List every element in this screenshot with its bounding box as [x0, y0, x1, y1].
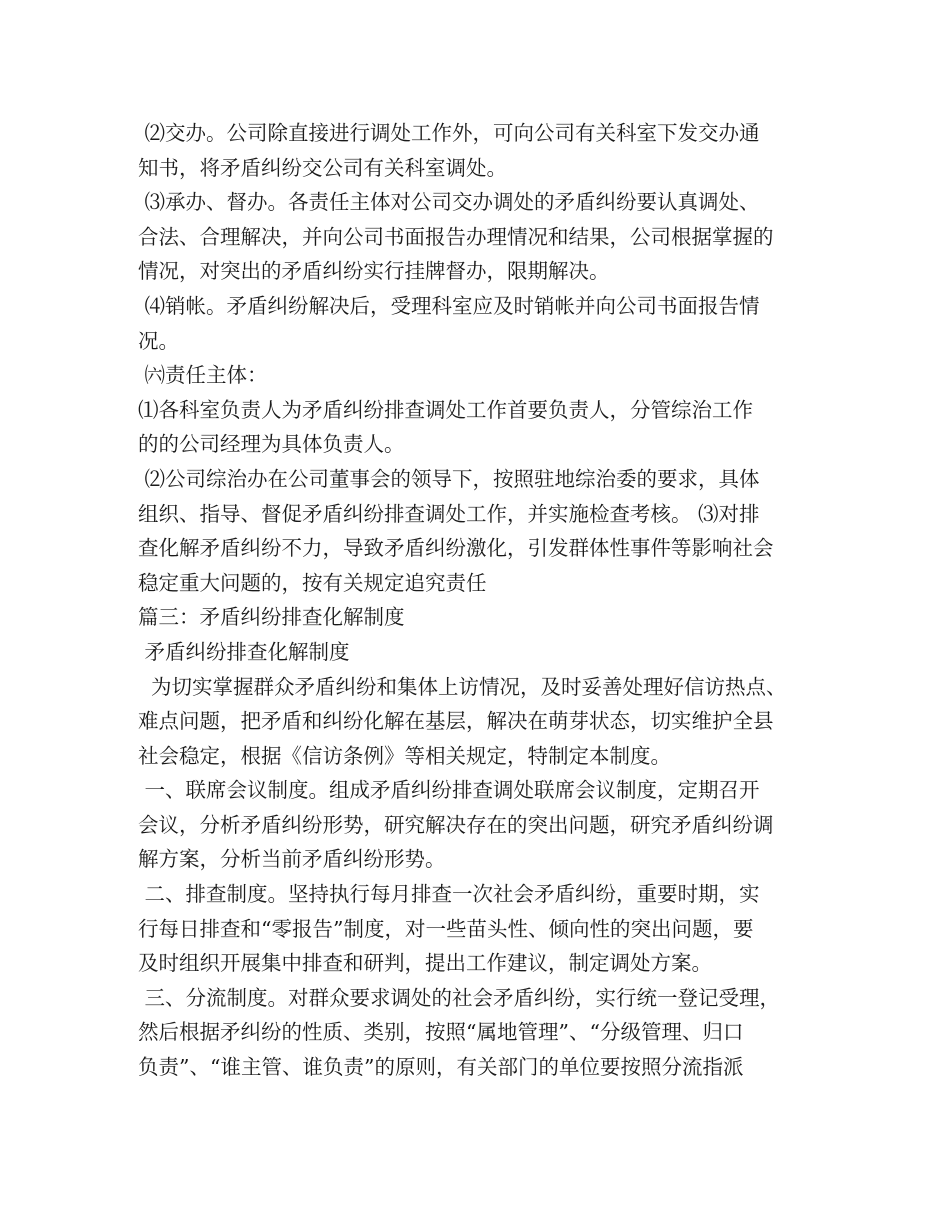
- text-line: 解方案，分析当前矛盾纠纷形势。: [138, 847, 446, 872]
- text-line: 知书，将矛盾纠纷交公司有关科室调处。: [138, 155, 507, 180]
- section-heading: 篇三：矛盾纠纷排查化解制度: [138, 605, 405, 630]
- text-line: 行每日排查和“零报告”制度，对一些苗头性、倾向性的突出问题，要: [138, 916, 754, 941]
- text-line: 一、联席会议制度。组成矛盾纠纷排查调处联席会议制度，定期召开: [138, 778, 760, 803]
- text-line: 社会稳定，根据《信访条例》等相关规定，特制定本制度。: [138, 743, 671, 768]
- document-body: [138, 116, 828, 1085]
- text-line: ⑷销帐。矛盾纠纷解决后，受理科室应及时销帐并向公司书面报告情: [138, 293, 760, 318]
- text-line: 组织、指导、督促矛盾纠纷排查调处工作，并实施检查考核。 ⑶对排: [138, 501, 760, 526]
- text-line: ⑶承办、督办。各责任主体对公司交办调处的矛盾纠纷要认真调处、: [138, 190, 760, 215]
- section-title: 矛盾纠纷排查化解制度: [138, 639, 350, 664]
- text-line: 负责”、“谁主管、谁负责”的原则，有关部门的单位要按照分流指派: [138, 1055, 744, 1080]
- text-line: 查化解矛盾纠纷不力，导致矛盾纠纷激化，引发群体性事件等影响社会: [138, 536, 774, 561]
- text-line: 稳定重大问题的，按有关规定追究责任: [138, 570, 487, 595]
- text-line: 三、分流制度。对群众要求调处的社会矛盾纠纷，实行统一登记受理，: [138, 985, 781, 1010]
- text-line: 情况，对突出的矛盾纠纷实行挂牌督办，限期解决。: [138, 259, 610, 284]
- text-line: ⑴各科室负责人为矛盾纠纷排查调处工作首要负责人，分管综治工作: [138, 397, 753, 422]
- text-line: 难点问题，把矛盾和纠纷化解在基层，解决在萌芽状态，切实维护全县: [138, 709, 774, 734]
- text-line: 为切实掌握群众矛盾纠纷和集体上访情况，及时妥善处理好信访热点、: [138, 674, 787, 699]
- text-line: 况。: [138, 328, 179, 353]
- text-line: ⑵交办。公司除直接进行调处工作外，可向公司有关科室下发交办通: [138, 121, 760, 145]
- text-line: 及时组织开展集中排查和研判，提出工作建议，制定调处方案。: [138, 951, 712, 976]
- text-line: ㈥责任主体：: [138, 363, 268, 388]
- text-line: 二、排查制度。坚持执行每月排查一次社会矛盾纠纷，重要时期，实: [138, 882, 760, 907]
- text-line: 合法、合理解决，并向公司书面报告办理情况和结果，公司根据掌握的: [138, 224, 774, 249]
- text-line: 会议，分析矛盾纠纷形势，研究解决存在的突出问题，研究矛盾纠纷调: [138, 812, 774, 837]
- text-line: 然后根据矛纠纷的性质、类别，按照“属地管理”、“分级管理、归口: [138, 1020, 744, 1045]
- text-line: 的的公司经理为具体负责人。: [138, 432, 405, 457]
- text-line: ⑵公司综治办在公司董事会的领导下，按照驻地综治委的要求，具体: [138, 466, 760, 491]
